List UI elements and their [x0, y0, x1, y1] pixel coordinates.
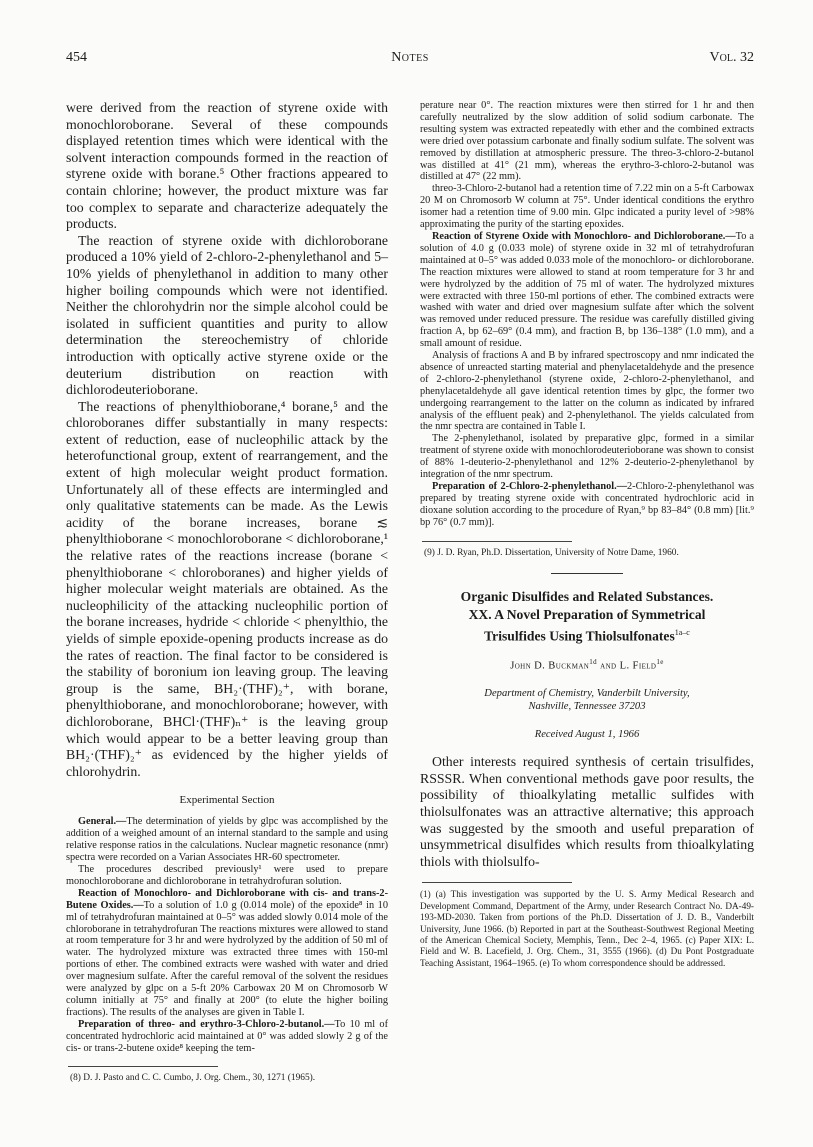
- paragraph-text: 2-Chloro-2-phenylethanol was prepared by treating styrene oxide with concentrated hydrochloric acid in dioxane solution according to the procedure of Ryan,⁹ bp 83–84° (0.8 mm) [lit.⁹ bp 76° (0.7 mm)].: [420, 481, 754, 528]
- title-line: Organic Disulfides and Related Substances.: [460, 589, 714, 605]
- page-number: 454: [66, 50, 87, 65]
- author-footnote-mark: 1e: [656, 657, 664, 666]
- run-in-heading: Preparation of 2-Chloro-2-phenylethanol.—: [432, 481, 628, 492]
- footnote: (9) J. D. Ryan, Ph.D. Dissertation, University of Notre Dame, 1960.: [424, 547, 679, 558]
- title-line: [420, 624, 754, 646]
- article-divider: [551, 573, 623, 574]
- paragraph: The procedures described previously¹ were used to prepare monochloroborane and dichloroborane in tetrahydrofuran solution.: [66, 863, 388, 887]
- author-footnote-mark: 1d: [589, 657, 598, 666]
- run-in-heading: General.—: [78, 816, 127, 828]
- running-header: [66, 50, 754, 70]
- paragraph: were derived from the reaction of styrene oxide with monochloroborane. Several of these compounds displayed retention times which were identical with the solvent interaction compounds formed in the reaction of styrene oxide with borane.⁵ Other fractions appeared to contain chlorine; however, the product mixture was far too complex to separate and characterize adequately the products.: [66, 100, 388, 232]
- author-conjunction: and: [600, 660, 617, 672]
- footnote-rule: [422, 541, 572, 542]
- footnote-rule: [68, 1066, 218, 1067]
- author-name: John D. Buckman: [510, 660, 590, 672]
- paragraph: The reactions of phenylthioborane,⁴ borane,⁵ and the chloroboranes differ substantially in many respects: extent of reduction, ease of nucleophilic attack by the heterofunctional group, extent of rearrangement, and the extent of high molecular weight product formation. Unfortunately all of these effects are intermingled and only qualitative statements can be made. As the Lewis acidity of the borane increases, borane ≲ phenylthioborane < monochloroborane < dichloroborane,¹ the relative rates of the reactions increase (borane < phenylthioborane < chloroboranes) and higher yields of higher molecular weight materials are obtained. As the nucleophilicity of the attacking nucleophilic portion of the borane increases, hydride < chloride < phenylthio, the yields of simple epoxide-opening products increase as do the rates of reaction. The final factor to be considered is the stability of boronium ion leaving group. The leaving group is the same, BH₂·(THF)₂⁺, with borane, phenylthioborane, and monochloroborane; however, with dichloroborane, BHCl·(THF)ₙ⁺ is the leaving group which would appear to be a better leaving group than BH₂·(THF)₂⁺ as evidenced by the higher yields of chlorohydrin.: [66, 398, 388, 779]
- title-footnote-mark: 1a–c: [674, 628, 690, 638]
- paragraph-text: To a solution of 1.0 g (0.014 mole) of the epoxide⁸ in 10 ml of tetrahydrofuran maintained at 0–5° was added slowly 0.014 mole of the chloroborane in tetrahydrofuran The reactions mixtures were allowed to stand at room temperature for 3 hr and were hydrolyzed by the addition of 50 ml of water. The hydrolyzed mixture was extracted three times with 150-ml portions of ether. The combined extracts were washed with water and dried over magnesium sulfate. After the careful removal of the solvent the residues were analyzed by glpc on a 5-ft 20% Carbowax 20 M on Chromosorb W column initially at 75° and finally at 200° (to elute the higher boiling fractions). The results of the analyses are given in Table I.: [66, 899, 388, 1018]
- run-in-heading: Preparation of threo- and erythro-3-Chloro-2-butanol.—: [78, 1018, 335, 1030]
- affiliation: [420, 687, 754, 713]
- paragraph-text: To 10 ml of concentrated hydrochloric acid maintained at 0° was added slowly 2 g of the cis- or trans-2-butene oxide⁸ keeping the tem-: [66, 1018, 389, 1054]
- author-line: [420, 658, 754, 672]
- run-in-heading: Reaction of Styrene Oxide with Monochloro- and Dichloroborane.—: [432, 230, 736, 242]
- footnote-rule: [422, 882, 572, 883]
- affiliation-line: Department of Chemistry, Vanderbilt University,: [484, 688, 690, 700]
- paragraph: Analysis of fractions A and B by infrared spectroscopy and nmr indicated the absence of unreacted starting material and phenylacetaldehyde and the presence of 2-chloro-2-phenylethanol (styrene oxide, 2-chloro-2-phenylethanol, and phenylacetaldehyde all gave identical retention times by glpc, the former two undergoing rearrangement to the latter on the column as indicated by infrared analysis of the effluent peak) and 2-phenylethanol. The yields calculated from the nmr spectra are contained in Table I.: [420, 350, 754, 433]
- footnote: (1) (a) This investigation was supported by the U. S. Army Medical Research and Development Command, Department of the Army, under Research Contract No. DA-49-193-MD-2030. Taken from portions of the Ph.D. Dissertation of J. D. B., Vanderbilt University, June 1966. (b) Reported in part at the Southeast-Southwest Regional Meeting of the American Chemical Society, Memphis, Tenn., Dec 2–4, 1965. (c) Paper XIX: L. Field and W. B. Lacefield, J. Org. Chem., 31, 3555 (1966). (d) Du Pont Postgraduate Teaching Assistant, 1964–1965. (e) To whom correspondence should be addressed.: [420, 889, 754, 968]
- paragraph: [420, 481, 754, 529]
- paragraph: The reaction of styrene oxide with dichloroborane produced a 10% yield of 2-chloro-2-phenylethanol and 5–10% yields of phenylethanol in addition to many other higher boiling compounds which were not identified. Neither the chlorohydrin nor the simple alcohol could be isolated in sufficient quantities and purity to allow determination the stereochemistry of chloride introduction with optically active styrene oxide or the deuterium distribution on reaction with dichlorodeuterioborane.: [66, 232, 388, 398]
- left-column: [66, 100, 388, 1085]
- author-name: L. Field: [619, 660, 657, 672]
- paragraph: [66, 1019, 388, 1055]
- paragraph: threo-3-Chloro-2-butanol had a retention time of 7.22 min on a 5-ft Carbowax 20 M on Chromosorb W column at 75°. Under identical conditions the erythro isomer had a retention time of 9.00 min. Glpc indicated a purity level of >98% approximating the purity of the starting epoxides.: [420, 183, 754, 231]
- volume-label: Vol. 32: [709, 50, 754, 65]
- section-heading: Experimental Section: [179, 794, 275, 807]
- paragraph: The 2-phenylethanol, isolated by preparative glpc, formed in a similar treatment of styrene oxide with monochlorodeuterioborane was shown to consist of 88% 1-deuterio-2-phenylethanol and 12% 2-deuterio-2-phenylethanol by integration of the nmr spectrum.: [420, 433, 754, 481]
- paragraph: [66, 888, 388, 1019]
- paragraph: [66, 816, 388, 864]
- title-text: Trisulfides Using Thiolsulfonates: [484, 628, 675, 644]
- right-column: [420, 100, 754, 969]
- title-line: XX. A Novel Preparation of Symmetrical: [468, 607, 706, 623]
- received-date: Received August 1, 1966: [534, 729, 640, 741]
- affiliation-line: Nashville, Tennessee 37203: [528, 701, 646, 713]
- paragraph: perature near 0°. The reaction mixtures were then stirred for 1 hr and then carefully neutralized by the slow addition of solid sodium carbonate. The resulting system was extracted repeatedly with ether and the combined extracts were dried over potassium carbonate and finally sodium sulfate. The solvent was removed by distillation at atmospheric pressure. The threo-3-chloro-2-butanol was distilled at 41° (21 mm), whereas the erythro-3-chloro-2-butanol was distilled at 47° (22 mm).: [420, 100, 754, 183]
- section-name: Notes: [391, 50, 429, 65]
- run-in-heading: Reaction of Monochloro- and Dichloroborane with cis- and trans-2-Butene Oxides.—: [66, 887, 388, 911]
- paragraph: Other interests required synthesis of certain trisulfides, RSSSR. When conventional methods gave poor results, the possibility of thioalkylating metallic sulfides with thiolsulfonates was an attractive alternative; this approach was suggested by the smooth and useful preparation of unsymmetrical disulfides which results from thioalkylating thiols with thiolsulfo-: [420, 754, 754, 869]
- paragraph-text: To a solution of 4.0 g (0.033 mole) of styrene oxide in 32 ml of tetrahydrofuran maintained at 0–5° was added 0.033 mole of the monochloro- or dichloroborane. The reaction mixtures were allowed to stand at room temperature for 3 hr and were hydrolyzed by the addition of 75 ml of water. The hydrolyzed mixtures were extracted with three 150-ml portions of ether. The combined extracts were washed with water and dried over magnesium sulfate after which the solvent was removed under reduced pressure. The residue was carefully distilled giving fraction A, bp 62–69° (0.4 mm), and fraction B, bp 136–138° (1.0 mm), and a small amount of residue.: [420, 230, 754, 350]
- paragraph-text: The determination of yields by glpc was accomplished by the addition of a weighed amount of an internal standard to the sample and using relative response ratios in the calculations. Nuclear magnetic resonance (nmr) spectra were recorded on a Varian Associates HR-60 spectrometer.: [66, 816, 388, 864]
- footnote: (8) D. J. Pasto and C. C. Cumbo, J. Org. Chem., 30, 1271 (1965).: [70, 1073, 316, 1084]
- article-title: [420, 588, 754, 646]
- paragraph: [420, 231, 754, 350]
